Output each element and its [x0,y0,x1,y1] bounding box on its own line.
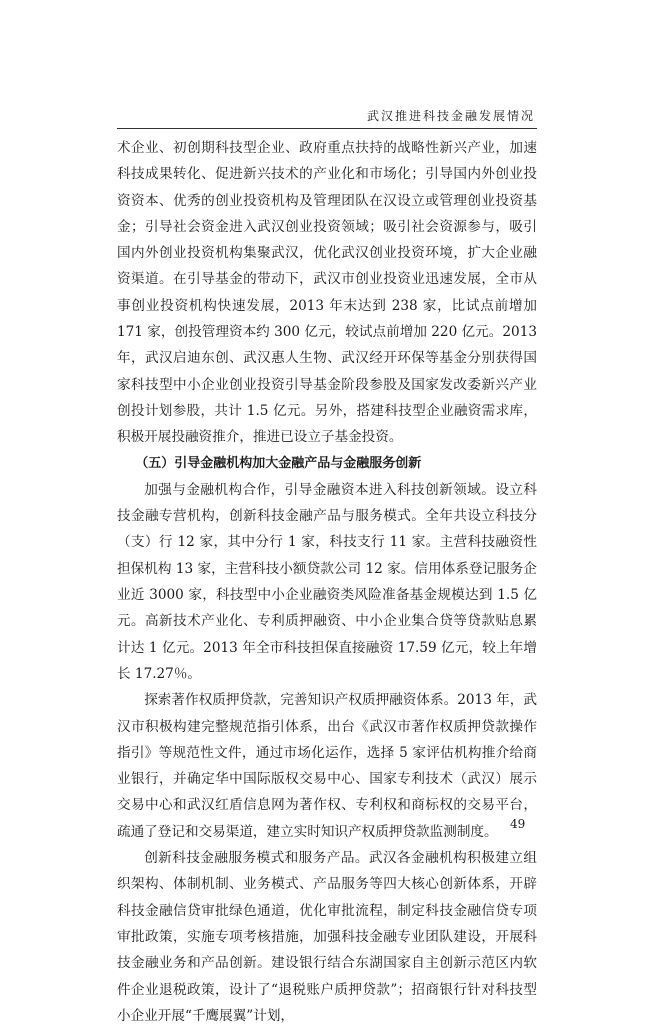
paragraph: 创新科技金融服务模式和服务产品。武汉各金融机构积极建立组织架构、体制机制、业务模式、产品服务等四大核心创新体系，开辟科技金融信贷审批绿色通道，优化审批流程，制定科技金融信贷专项审批政策，实施专项考核措施，加强科技金融专业团队建设，开展科技金融业务和产品创新。建设银行结合东湖国家自主创新示范区内软件企业退税政策，设计了“退税账户质押贷款”；招商银行针对科技型小企业开展“千鹰展翼”计划， [117,850,537,1024]
header-title: 武汉推进科技金融发展情况 [366,109,535,123]
section-heading: （五）引导金融机构加大金融产品与金融服务创新 [135,455,422,471]
page-number: 49 [510,817,526,831]
paragraph: 探索著作权质押贷款，完善知识产权质押融资体系。2013 年，武汉市积极构建完整规范指引体系，出台《武汉市著作权质押贷款操作指引》等规范性文件，通过市场化运作，选择 5 家评估机构推介给商业银行，并确定华中国际版权交易中心、国家专利技术（武汉）展示交易中心和武汉红盾信息网为著作权、专利权和商标权的交易平台，疏通了登记和交易渠道，建立实时知识产权质押贷款监测制度。 [117,692,537,840]
body-text [117,135,537,1029]
running-header [117,105,537,129]
paragraph: 术企业、初创期科技型企业、政府重点扶持的战略性新兴产业，加速科技成果转化、促进新兴技术的产业化和市场化；引导国内外创业投资资本、优秀的创业投资机构及管理团队在汉设立或管理创业投资基金；引导社会资金进入武汉创业投资领域；吸引社会资源参与，吸引国内外创业投资机构集聚武汉，优化武汉创业投资环境，扩大企业融资渠道。在引导基金的带动下，武汉市创业投资业迅速发展，全市从事创业投资机构快速发展，2013 年末达到 238 家，比试点前增加 171 家，创投管理资本约 300 亿元，较试点前增加 220 亿元。2013 年，武汉启迪东创、武汉惠人生物、武汉经开环保等基金分别获得国家科技型中小企业创业投资引导基金阶段参股及国家发改委新兴产业创投计划参股，共计 1.5 亿元。另外，搭建科技型企业融资需求库，积极开展投融资推介，推进已设立子基金投资。 [117,140,537,446]
paragraph: 加强与金融机构合作，引导金融资本进入科技创新领域。设立科技金融专营机构，创新科技金融产品与服务模式。全年共设立科技分（支）行 12 家，其中分行 1 家，科技支行 11 家。主营科技融资性担保机构 13 家，主营科技小额贷款公司 12 家。信用体系登记服务企业近 3000 家，科技型中小企业融资类风险准备基金规模达到 1.5 亿元。高新技术产业化、专利质押融资、中小企业集合贷等贷款贴息累计达 1 亿元。2013 年全市科技担保直接融资 17.59 亿元，较上年增长 17.27％。 [117,481,537,682]
